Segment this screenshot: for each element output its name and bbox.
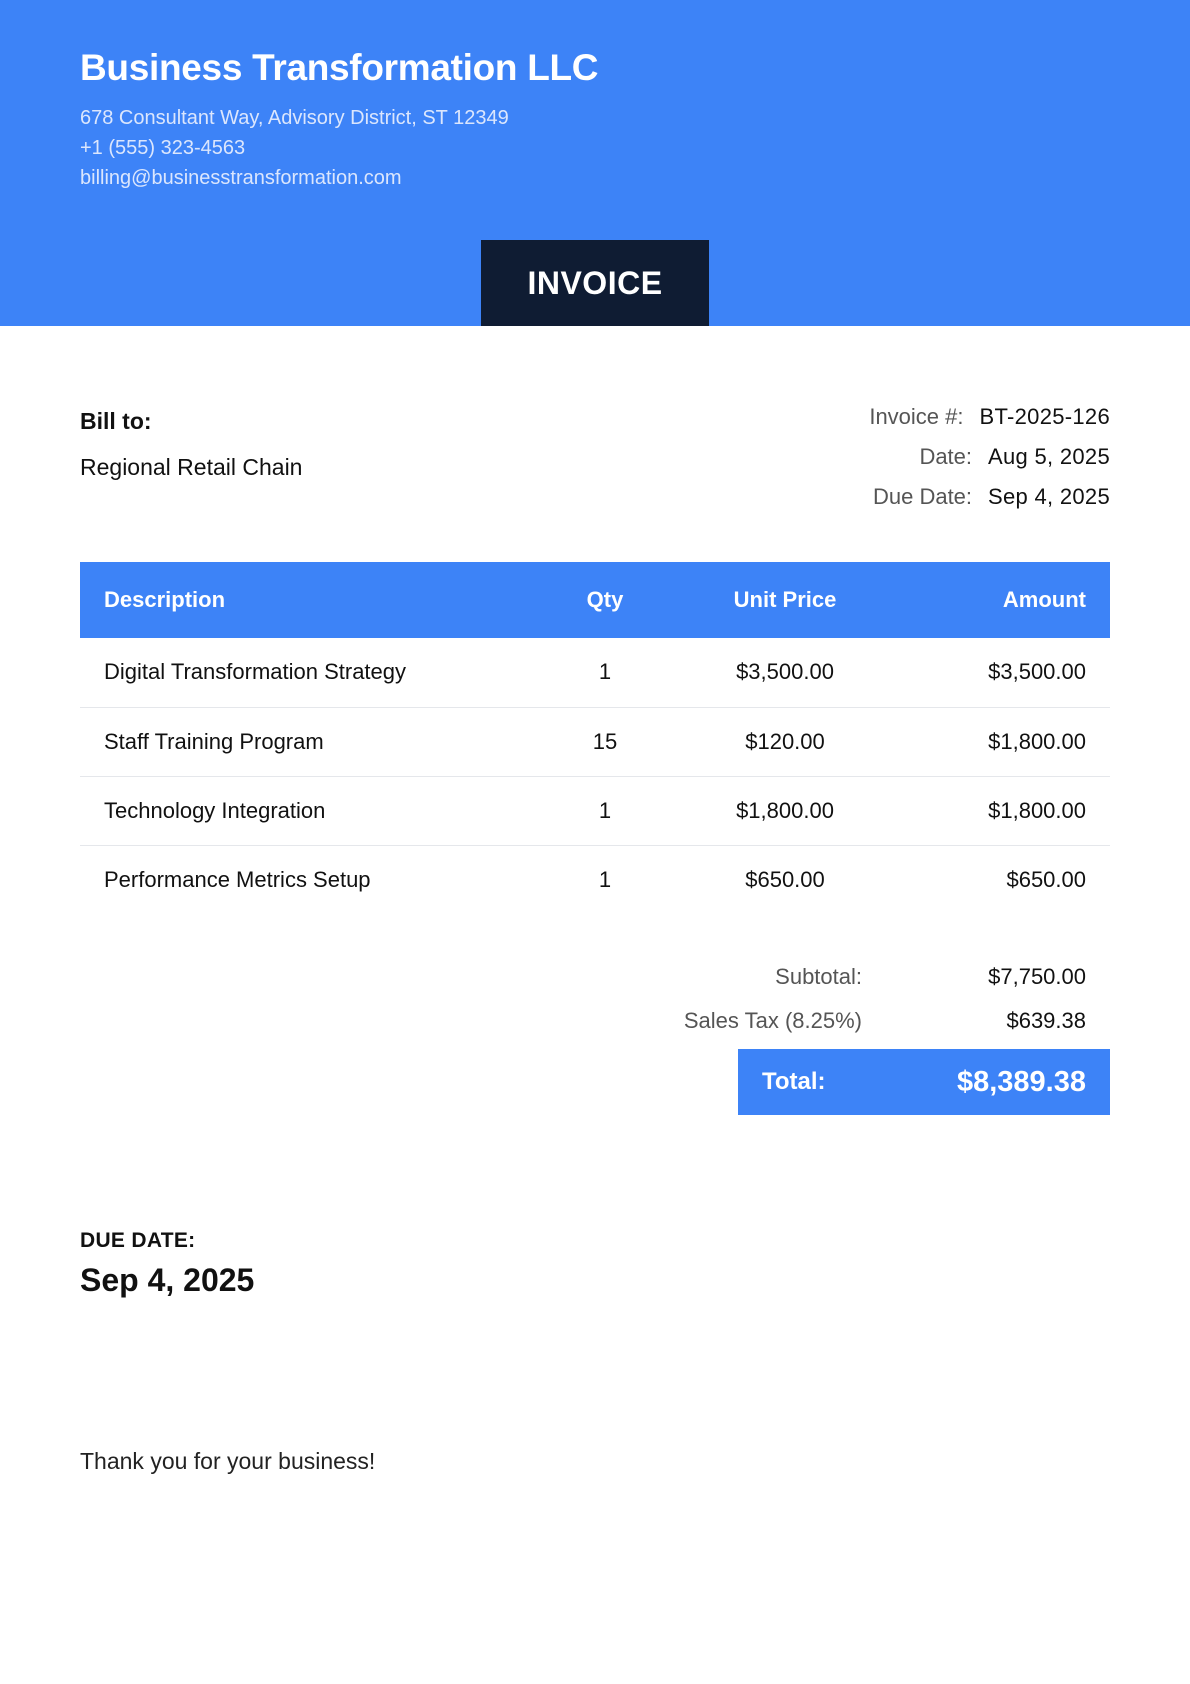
- invoice-date-label: Date:: [919, 444, 973, 469]
- due-date-large: Sep 4, 2025: [80, 1262, 255, 1298]
- tax-value: $639.38: [1006, 1008, 1086, 1033]
- line-items-table: [80, 562, 1110, 914]
- header-unit-price: Unit Price: [670, 562, 900, 638]
- total-value: $8,389.38: [956, 1065, 1086, 1098]
- row-description: Digital Transformation Strategy: [80, 638, 540, 707]
- table-row: [80, 845, 1110, 914]
- due-date-heading: DUE DATE:: [80, 1229, 196, 1252]
- table-header-row: [80, 562, 1110, 638]
- tax-label: Sales Tax (8.25%): [683, 1008, 862, 1033]
- company-email: billing@businesstransformation.com: [80, 167, 402, 189]
- row-qty: 15: [540, 707, 670, 776]
- invoice-date-value: Aug 5, 2025: [988, 444, 1110, 469]
- table-row: [80, 638, 1110, 707]
- invoice-number-value: BT-2025-126: [979, 404, 1110, 429]
- row-qty: 1: [598, 866, 612, 892]
- row-unit-price: $3,500.00: [670, 638, 900, 707]
- row-description: Staff Training Program: [80, 707, 540, 776]
- bill-to-name: Regional Retail Chain: [80, 454, 303, 480]
- row-unit-price: $1,800.00: [670, 776, 900, 845]
- totals-block: [618, 955, 1110, 1043]
- row-qty: 1: [540, 638, 670, 707]
- row-amount: $1,800.00: [900, 776, 1110, 845]
- due-date-value: Sep 4, 2025: [988, 484, 1110, 509]
- subtotal-row: [618, 955, 1110, 999]
- company-name: Business Transformation LLC: [80, 47, 599, 88]
- table-row: [80, 707, 1110, 776]
- row-unit-price: $120.00: [670, 707, 900, 776]
- subtotal-value: $7,750.00: [988, 964, 1086, 989]
- header-amount: Amount: [900, 562, 1110, 638]
- invoice-meta: [690, 404, 1110, 524]
- row-description: Technology Integration: [80, 776, 540, 845]
- invoice-title-banner: INVOICE: [481, 240, 709, 326]
- company-phone: +1 (555) 323-4563: [80, 137, 246, 159]
- total-label: Total:: [762, 1068, 826, 1095]
- table-row: [80, 776, 1110, 845]
- row-amount: $1,800.00: [900, 707, 1110, 776]
- row-qty: 1: [540, 776, 670, 845]
- company-address: 678 Consultant Way, Advisory District, ST 12349: [80, 107, 509, 129]
- header-band: [0, 0, 1190, 326]
- thank-you-note: Thank you for your business!: [80, 1448, 376, 1474]
- due-date-label: Due Date:: [872, 484, 973, 509]
- due-date-row: [690, 484, 1110, 524]
- row-description: Performance Metrics Setup: [104, 866, 371, 892]
- invoice-number-row: [690, 404, 1110, 444]
- invoice-number-label: Invoice #:: [869, 404, 964, 429]
- subtotal-label: Subtotal:: [775, 964, 862, 989]
- total-box: [738, 1049, 1110, 1115]
- header-description: Description: [80, 562, 540, 638]
- row-amount: $3,500.00: [900, 638, 1110, 707]
- tax-row: [618, 999, 1110, 1043]
- row-amount: $650.00: [1006, 866, 1086, 892]
- header-qty: Qty: [540, 562, 670, 638]
- bill-to-label: Bill to:: [80, 408, 152, 434]
- row-unit-price: $650.00: [745, 866, 825, 892]
- invoice-date-row: [690, 444, 1110, 484]
